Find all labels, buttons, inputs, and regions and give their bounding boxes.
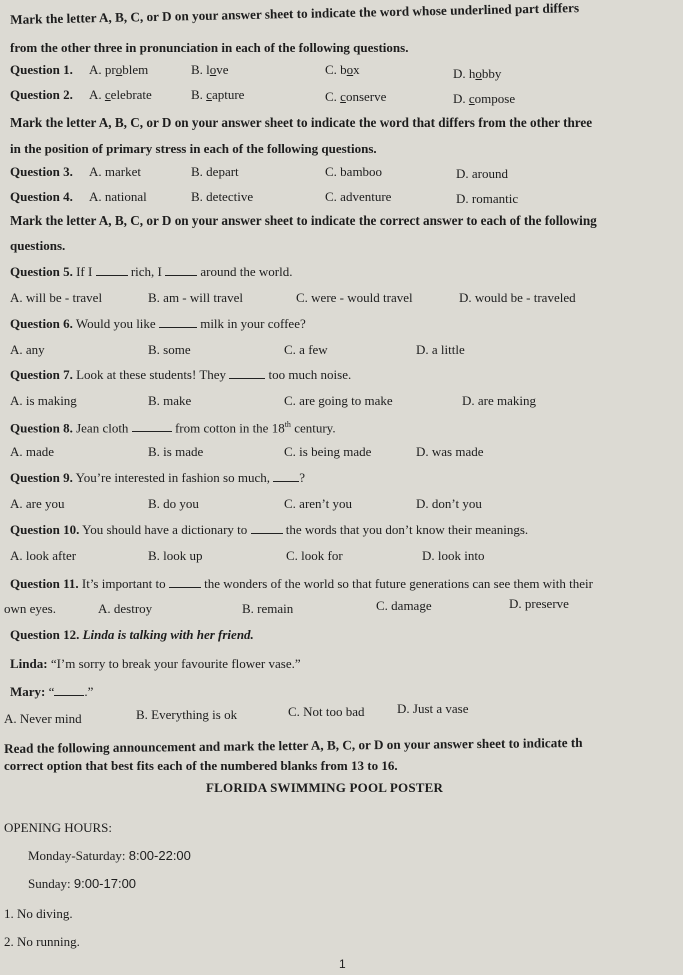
section4-instruction-line2: correct option that best fits each of the numbered blanks from 13 to 16. xyxy=(4,758,398,773)
section2-instruction-line2: in the position of primary stress in each of the following questions. xyxy=(10,141,377,156)
q5-stem: Question 5. If I rich, I around the world. xyxy=(10,264,293,279)
q1-option-b: B. love xyxy=(191,62,229,77)
q6-option-b: B. some xyxy=(148,342,191,357)
q3-label: Question 3. xyxy=(10,164,73,179)
q1-label: Question 1. xyxy=(10,62,73,77)
q2-option-d: D. compose xyxy=(453,91,516,106)
q8-option-a: A. made xyxy=(10,444,55,459)
page-number: 1 xyxy=(339,957,346,971)
q12-linda-line: Linda: “I’m sorry to break your favourite flower vase.” xyxy=(10,656,301,671)
q2-option-c: C. conserve xyxy=(325,89,387,104)
q11-option-b: B. remain xyxy=(242,601,294,616)
q4-option-b: B. detective xyxy=(191,189,254,204)
q10-stem: Question 10. You should have a dictionary to the words that you don’t know their meanings. xyxy=(10,522,529,537)
q2-option-a: A. celebrate xyxy=(89,87,152,102)
q8-stem: Question 8. Jean cloth from cotton in the 18th century. xyxy=(10,420,336,436)
pool-rule-2: 2. No running. xyxy=(4,934,80,949)
section2-instruction-line1: Mark the letter A, B, C, or D on your answer sheet to indicate the word that differs from the other three xyxy=(10,115,593,130)
q7-option-d: D. are making xyxy=(462,393,537,408)
q8-option-b: B. is made xyxy=(148,444,204,459)
q6-option-c: C. a few xyxy=(284,342,328,357)
q11-stem-continued: own eyes. xyxy=(4,601,56,616)
q12-option-b: B. Everything is ok xyxy=(136,707,238,722)
q11-option-a: A. destroy xyxy=(98,601,153,616)
q9-stem: Question 9. You’re interested in fashion so much, ? xyxy=(10,470,306,485)
opening-hours-label: OPENING HOURS: xyxy=(4,820,112,835)
q9-option-a: A. are you xyxy=(10,496,65,511)
q7-option-b: B. make xyxy=(148,393,192,408)
q6-stem: Question 6. Would you like milk in your coffee? xyxy=(10,316,306,331)
q4-option-c: C. adventure xyxy=(325,189,392,204)
q8-option-c: C. is being made xyxy=(284,444,372,459)
q1-option-a: A. problem xyxy=(89,62,149,77)
q3-option-d: D. around xyxy=(456,166,508,181)
q9-option-b: B. do you xyxy=(148,496,199,511)
pool-rule-1: 1. No diving. xyxy=(4,906,73,921)
q5-option-a: A. will be - travel xyxy=(10,290,103,305)
q1-option-d: D. hobby xyxy=(453,66,502,81)
q9-option-d: D. don’t you xyxy=(416,496,482,511)
section1-instruction-line2: from the other three in pronunciation in each of the following questions. xyxy=(10,40,409,55)
sunday-hours: Sunday: 9:00-17:00 xyxy=(28,876,137,891)
q12-option-a: A. Never mind xyxy=(4,711,82,726)
q7-option-c: C. are going to make xyxy=(284,393,393,408)
q12-option-d: D. Just a vase xyxy=(397,701,469,716)
q10-option-a: A. look after xyxy=(10,548,77,563)
weekday-hours: Monday-Saturday: 8:00-22:00 xyxy=(28,848,191,863)
section4-instruction-line1: Read the following announcement and mark the letter A, B, C, or D on your answer sheet to indicate th xyxy=(4,734,583,756)
q4-option-a: A. national xyxy=(89,189,147,204)
q4-label: Question 4. xyxy=(10,189,73,204)
q9-option-c: C. aren’t you xyxy=(284,496,352,511)
q11-option-d: D. preserve xyxy=(509,596,569,611)
q6-option-d: D. a little xyxy=(416,342,465,357)
q10-option-c: C. look for xyxy=(286,548,343,563)
q4-option-d: D. romantic xyxy=(456,191,519,206)
q12-mary-line: Mary: “ .” xyxy=(10,684,94,699)
q8-option-d: D. was made xyxy=(416,444,484,459)
q3-option-b: B. depart xyxy=(191,164,239,179)
q10-option-d: D. look into xyxy=(422,548,485,563)
q2-option-b: B. capture xyxy=(191,87,245,102)
section3-instruction-line2: questions. xyxy=(10,238,66,253)
q12-option-c: C. Not too bad xyxy=(288,704,365,719)
q3-option-a: A. market xyxy=(89,164,141,179)
q7-stem: Question 7. Look at these students! They too much noise. xyxy=(10,367,352,382)
q6-option-a: A. any xyxy=(10,342,45,357)
q7-option-a: A. is making xyxy=(10,393,77,408)
q3-option-c: C. bamboo xyxy=(325,164,383,179)
section3-instruction-line1: Mark the letter A, B, C, or D on your answer sheet to indicate the correct answer to each of the following xyxy=(10,213,597,228)
q11-stem: Question 11. It’s important to the wonders of the world so that future generations can see them with their xyxy=(10,576,593,591)
q11-option-c: C. damage xyxy=(376,598,432,613)
q5-option-d: D. would be - traveled xyxy=(459,290,576,305)
q1-option-c: C. box xyxy=(325,62,360,77)
q5-option-b: B. am - will travel xyxy=(148,290,243,305)
poster-title: FLORIDA SWIMMING POOL POSTER xyxy=(206,780,444,795)
q12-stem: Question 12. Linda is talking with her friend. xyxy=(10,627,254,642)
section1-instruction-line1: Mark the letter A, B, C, or D on your answer sheet to indicate the word whose underlined part differs xyxy=(10,0,580,27)
q5-option-c: C. were - would travel xyxy=(296,290,413,305)
q10-option-b: B. look up xyxy=(148,548,203,563)
q2-label: Question 2. xyxy=(10,87,73,102)
